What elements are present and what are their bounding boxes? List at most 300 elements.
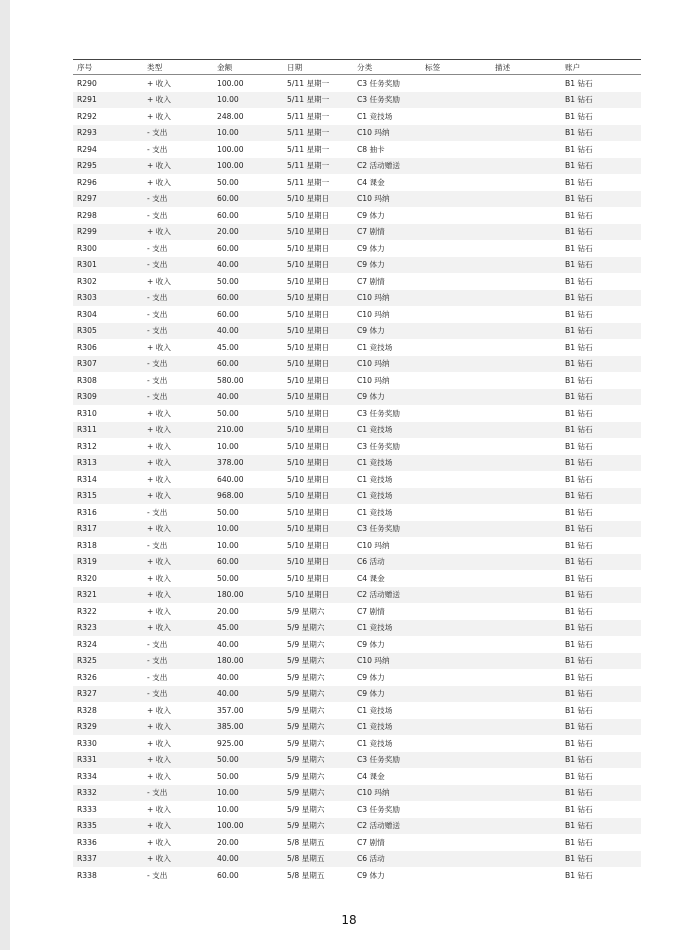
table-row (73, 372, 641, 389)
cell-category: C1 竞技场 (357, 705, 393, 715)
cell-index: R322 (77, 606, 97, 616)
cell-account: B1 钻石 (565, 458, 593, 468)
cell-account: B1 钻石 (565, 375, 593, 385)
cell-date: 5/9 星期六 (287, 639, 325, 649)
table-row (73, 174, 641, 191)
table-row (73, 405, 641, 422)
cell-date: 5/10 星期日 (287, 425, 330, 435)
cell-type: + 收入 (147, 491, 171, 501)
cell-category: C1 竞技场 (357, 738, 393, 748)
transactions-table (73, 59, 641, 884)
cell-amount: 50.00 (217, 771, 239, 781)
cell-date: 5/10 星期日 (287, 408, 330, 418)
cell-index: R333 (77, 804, 97, 814)
cell-type: + 收入 (147, 474, 171, 484)
cell-account: B1 钻石 (565, 705, 593, 715)
cell-amount: 60.00 (217, 309, 239, 319)
cell-category: C1 竞技场 (357, 491, 393, 501)
cell-category: C10 玛纳 (357, 359, 390, 369)
cell-type: - 支出 (147, 326, 168, 336)
cell-index: R307 (77, 359, 97, 369)
table-row (73, 92, 641, 109)
header-amount: 金额 (217, 62, 233, 72)
cell-account: B1 钻石 (565, 771, 593, 781)
cell-date: 5/11 星期一 (287, 95, 330, 105)
cell-amount: 925.00 (217, 738, 244, 748)
cell-amount: 640.00 (217, 474, 244, 484)
cell-account: B1 钻石 (565, 161, 593, 171)
cell-category: C10 玛纳 (357, 788, 390, 798)
cell-index: R309 (77, 392, 97, 402)
cell-type: - 支出 (147, 375, 168, 385)
cell-date: 5/10 星期日 (287, 227, 330, 237)
table-row (73, 570, 641, 587)
cell-amount: 357.00 (217, 705, 244, 715)
cell-date: 5/10 星期日 (287, 474, 330, 484)
cell-account: B1 钻石 (565, 606, 593, 616)
cell-category: C7 剧情 (357, 276, 385, 286)
cell-index: R337 (77, 854, 97, 864)
cell-amount: 10.00 (217, 788, 239, 798)
table-row (73, 818, 641, 835)
cell-account: B1 钻石 (565, 210, 593, 220)
cell-amount: 10.00 (217, 804, 239, 814)
table-row (73, 603, 641, 620)
cell-index: R336 (77, 837, 97, 847)
cell-date: 5/8 星期五 (287, 870, 325, 880)
cell-type: + 收入 (147, 524, 171, 534)
table-row (73, 851, 641, 868)
cell-index: R292 (77, 111, 97, 121)
cell-type: - 支出 (147, 309, 168, 319)
cell-category: C4 课金 (357, 177, 385, 187)
cell-category: C9 体力 (357, 243, 385, 253)
cell-type: - 支出 (147, 194, 168, 204)
cell-account: B1 钻石 (565, 95, 593, 105)
cell-date: 5/10 星期日 (287, 260, 330, 270)
cell-category: C9 体力 (357, 672, 385, 682)
cell-date: 5/10 星期日 (287, 458, 330, 468)
cell-index: R314 (77, 474, 97, 484)
cell-index: R310 (77, 408, 97, 418)
table-row (73, 290, 641, 307)
cell-index: R317 (77, 524, 97, 534)
cell-index: R315 (77, 491, 97, 501)
cell-category: C10 玛纳 (357, 656, 390, 666)
cell-type: + 收入 (147, 837, 171, 847)
cell-index: R303 (77, 293, 97, 303)
header-category: 分类 (357, 62, 373, 72)
cell-type: - 支出 (147, 870, 168, 880)
table-row (73, 422, 641, 439)
cell-category: C3 任务奖励 (357, 408, 400, 418)
table-row (73, 455, 641, 472)
cell-account: B1 钻石 (565, 854, 593, 864)
cell-date: 5/11 星期一 (287, 161, 330, 171)
cell-date: 5/9 星期六 (287, 821, 325, 831)
table-row (73, 224, 641, 241)
cell-amount: 60.00 (217, 359, 239, 369)
cell-index: R295 (77, 161, 97, 171)
cell-type: + 收入 (147, 606, 171, 616)
cell-amount: 45.00 (217, 342, 239, 352)
header-type: 类型 (147, 62, 163, 72)
cell-amount: 50.00 (217, 408, 239, 418)
cell-amount: 580.00 (217, 375, 244, 385)
cell-amount: 100.00 (217, 144, 244, 154)
table-row (73, 108, 641, 125)
cell-date: 5/9 星期六 (287, 771, 325, 781)
cell-index: R305 (77, 326, 97, 336)
cell-category: C7 剧情 (357, 837, 385, 847)
cell-date: 5/10 星期日 (287, 441, 330, 451)
cell-type: + 收入 (147, 177, 171, 187)
cell-account: B1 钻石 (565, 590, 593, 600)
cell-type: + 收入 (147, 755, 171, 765)
header-tags: 标签 (425, 62, 441, 72)
table-row (73, 719, 641, 736)
cell-amount: 210.00 (217, 425, 244, 435)
cell-index: R335 (77, 821, 97, 831)
cell-account: B1 钻石 (565, 392, 593, 402)
cell-index: R290 (77, 78, 97, 88)
table-row (73, 620, 641, 637)
table-row (73, 752, 641, 769)
cell-index: R308 (77, 375, 97, 385)
cell-index: R312 (77, 441, 97, 451)
cell-type: - 支出 (147, 359, 168, 369)
cell-account: B1 钻石 (565, 870, 593, 880)
cell-index: R298 (77, 210, 97, 220)
page-number: 18 (341, 913, 357, 927)
cell-account: B1 钻石 (565, 689, 593, 699)
cell-account: B1 钻石 (565, 524, 593, 534)
cell-date: 5/9 星期六 (287, 689, 325, 699)
cell-account: B1 钻石 (565, 507, 593, 517)
cell-account: B1 钻石 (565, 78, 593, 88)
table-row (73, 240, 641, 257)
cell-index: R313 (77, 458, 97, 468)
table-row (73, 158, 641, 175)
cell-date: 5/10 星期日 (287, 573, 330, 583)
cell-index: R311 (77, 425, 97, 435)
table-row (73, 339, 641, 356)
table-row (73, 686, 641, 703)
cell-index: R326 (77, 672, 97, 682)
cell-date: 5/10 星期日 (287, 491, 330, 501)
cell-account: B1 钻石 (565, 359, 593, 369)
cell-category: C9 体力 (357, 392, 385, 402)
cell-account: B1 钻石 (565, 788, 593, 798)
cell-account: B1 钻石 (565, 441, 593, 451)
cell-amount: 40.00 (217, 639, 239, 649)
cell-amount: 968.00 (217, 491, 244, 501)
cell-type: + 收入 (147, 854, 171, 864)
table-row (73, 636, 641, 653)
cell-type: + 收入 (147, 111, 171, 121)
cell-amount: 40.00 (217, 260, 239, 270)
header-account: 账户 (565, 62, 581, 72)
cell-date: 5/10 星期日 (287, 359, 330, 369)
cell-date: 5/10 星期日 (287, 194, 330, 204)
cell-index: R330 (77, 738, 97, 748)
cell-category: C3 任务奖励 (357, 804, 400, 814)
cell-amount: 60.00 (217, 557, 239, 567)
table-row (73, 702, 641, 719)
cell-date: 5/10 星期日 (287, 392, 330, 402)
cell-category: C9 体力 (357, 260, 385, 270)
table-row (73, 75, 641, 92)
table-row (73, 356, 641, 373)
cell-account: B1 钻石 (565, 111, 593, 121)
cell-type: + 收入 (147, 78, 171, 88)
cell-type: + 收入 (147, 227, 171, 237)
cell-type: - 支出 (147, 689, 168, 699)
cell-type: + 收入 (147, 161, 171, 171)
cell-amount: 378.00 (217, 458, 244, 468)
cell-amount: 40.00 (217, 689, 239, 699)
cell-amount: 50.00 (217, 755, 239, 765)
cell-category: C3 任务奖励 (357, 755, 400, 765)
header-date: 日期 (287, 62, 303, 72)
cell-account: B1 钻石 (565, 128, 593, 138)
cell-type: + 收入 (147, 425, 171, 435)
cell-type: + 收入 (147, 821, 171, 831)
cell-amount: 10.00 (217, 95, 239, 105)
cell-type: + 收入 (147, 557, 171, 567)
cell-type: + 收入 (147, 408, 171, 418)
cell-amount: 20.00 (217, 606, 239, 616)
cell-date: 5/10 星期日 (287, 326, 330, 336)
table-row (73, 141, 641, 158)
cell-index: R321 (77, 590, 97, 600)
cell-type: + 收入 (147, 276, 171, 286)
table-row (73, 735, 641, 752)
cell-account: B1 钻石 (565, 309, 593, 319)
cell-amount: 10.00 (217, 128, 239, 138)
cell-account: B1 钻石 (565, 656, 593, 666)
cell-date: 5/10 星期日 (287, 540, 330, 550)
cell-date: 5/11 星期一 (287, 177, 330, 187)
cell-category: C1 竞技场 (357, 342, 393, 352)
cell-type: - 支出 (147, 639, 168, 649)
cell-account: B1 钻石 (565, 837, 593, 847)
cell-category: C1 竞技场 (357, 722, 393, 732)
cell-account: B1 钻石 (565, 144, 593, 154)
cell-amount: 100.00 (217, 161, 244, 171)
table-row (73, 488, 641, 505)
table-header (73, 60, 641, 75)
table-row (73, 801, 641, 818)
cell-amount: 10.00 (217, 540, 239, 550)
cell-index: R329 (77, 722, 97, 732)
table-row (73, 768, 641, 785)
cell-date: 5/9 星期六 (287, 755, 325, 765)
cell-amount: 60.00 (217, 293, 239, 303)
table-row (73, 257, 641, 274)
cell-account: B1 钻石 (565, 342, 593, 352)
cell-index: R300 (77, 243, 97, 253)
cell-type: - 支出 (147, 128, 168, 138)
table-row (73, 537, 641, 554)
table-row (73, 554, 641, 571)
cell-amount: 10.00 (217, 441, 239, 451)
cell-date: 5/10 星期日 (287, 342, 330, 352)
cell-account: B1 钻石 (565, 573, 593, 583)
cell-date: 5/10 星期日 (287, 276, 330, 286)
cell-index: R293 (77, 128, 97, 138)
cell-amount: 50.00 (217, 177, 239, 187)
cell-index: R297 (77, 194, 97, 204)
cell-index: R304 (77, 309, 97, 319)
cell-index: R332 (77, 788, 97, 798)
cell-date: 5/9 星期六 (287, 672, 325, 682)
cell-account: B1 钻石 (565, 557, 593, 567)
table-row (73, 785, 641, 802)
table-row (73, 587, 641, 604)
cell-account: B1 钻石 (565, 639, 593, 649)
cell-category: C6 活动 (357, 854, 385, 864)
cell-account: B1 钻石 (565, 194, 593, 204)
cell-category: C6 活动 (357, 557, 385, 567)
cell-category: C1 竞技场 (357, 623, 393, 633)
table-row (73, 125, 641, 142)
cell-account: B1 钻石 (565, 293, 593, 303)
cell-index: R323 (77, 623, 97, 633)
cell-category: C2 活动赠送 (357, 161, 400, 171)
table-row (73, 323, 641, 340)
cell-type: - 支出 (147, 540, 168, 550)
cell-amount: 40.00 (217, 392, 239, 402)
cell-category: C9 体力 (357, 870, 385, 880)
document-page (10, 0, 688, 950)
cell-category: C7 剧情 (357, 606, 385, 616)
cell-index: R291 (77, 95, 97, 105)
cell-index: R331 (77, 755, 97, 765)
cell-index: R294 (77, 144, 97, 154)
table-body (73, 75, 641, 884)
cell-category: C8 抽卡 (357, 144, 385, 154)
cell-index: R299 (77, 227, 97, 237)
cell-amount: 60.00 (217, 870, 239, 880)
cell-amount: 180.00 (217, 590, 244, 600)
cell-date: 5/11 星期一 (287, 144, 330, 154)
cell-amount: 20.00 (217, 837, 239, 847)
cell-amount: 10.00 (217, 524, 239, 534)
cell-index: R301 (77, 260, 97, 270)
cell-index: R316 (77, 507, 97, 517)
cell-type: + 收入 (147, 590, 171, 600)
cell-category: C10 玛纳 (357, 309, 390, 319)
cell-account: B1 钻石 (565, 474, 593, 484)
cell-type: - 支出 (147, 656, 168, 666)
cell-index: R320 (77, 573, 97, 583)
cell-type: + 收入 (147, 342, 171, 352)
header-index: 序号 (77, 62, 93, 72)
cell-date: 5/10 星期日 (287, 309, 330, 319)
cell-category: C3 任务奖励 (357, 78, 400, 88)
cell-index: R318 (77, 540, 97, 550)
cell-amount: 60.00 (217, 210, 239, 220)
cell-index: R324 (77, 639, 97, 649)
cell-date: 5/10 星期日 (287, 243, 330, 253)
table-row (73, 389, 641, 406)
cell-category: C3 任务奖励 (357, 441, 400, 451)
cell-account: B1 钻石 (565, 672, 593, 682)
cell-category: C9 体力 (357, 326, 385, 336)
cell-index: R327 (77, 689, 97, 699)
cell-account: B1 钻石 (565, 821, 593, 831)
table-row (73, 438, 641, 455)
cell-category: C3 任务奖励 (357, 95, 400, 105)
cell-type: - 支出 (147, 672, 168, 682)
cell-date: 5/11 星期一 (287, 128, 330, 138)
cell-category: C10 玛纳 (357, 128, 390, 138)
cell-account: B1 钻石 (565, 227, 593, 237)
cell-type: + 收入 (147, 95, 171, 105)
cell-amount: 385.00 (217, 722, 244, 732)
cell-category: C9 体力 (357, 689, 385, 699)
cell-amount: 100.00 (217, 78, 244, 88)
cell-index: R296 (77, 177, 97, 187)
cell-date: 5/10 星期日 (287, 557, 330, 567)
cell-amount: 50.00 (217, 573, 239, 583)
cell-account: B1 钻石 (565, 243, 593, 253)
cell-date: 5/11 星期一 (287, 78, 330, 88)
header-description: 描述 (495, 62, 511, 72)
cell-account: B1 钻石 (565, 540, 593, 550)
cell-date: 5/10 星期日 (287, 293, 330, 303)
table-row (73, 653, 641, 670)
cell-index: R319 (77, 557, 97, 567)
cell-category: C4 课金 (357, 573, 385, 583)
cell-amount: 45.00 (217, 623, 239, 633)
cell-category: C10 玛纳 (357, 194, 390, 204)
cell-date: 5/9 星期六 (287, 623, 325, 633)
cell-category: C1 竞技场 (357, 111, 393, 121)
table-row (73, 669, 641, 686)
cell-date: 5/9 星期六 (287, 656, 325, 666)
cell-category: C9 体力 (357, 210, 385, 220)
table-row (73, 306, 641, 323)
cell-type: + 收入 (147, 573, 171, 583)
cell-type: + 收入 (147, 738, 171, 748)
cell-date: 5/11 星期一 (287, 111, 330, 121)
cell-category: C1 竞技场 (357, 458, 393, 468)
cell-amount: 40.00 (217, 854, 239, 864)
cell-account: B1 钻石 (565, 276, 593, 286)
cell-amount: 50.00 (217, 276, 239, 286)
table-row (73, 191, 641, 208)
cell-account: B1 钻石 (565, 326, 593, 336)
cell-date: 5/9 星期六 (287, 722, 325, 732)
cell-type: - 支出 (147, 144, 168, 154)
cell-date: 5/10 星期日 (287, 524, 330, 534)
cell-index: R325 (77, 656, 97, 666)
table-row (73, 834, 641, 851)
table-row (73, 867, 641, 884)
cell-date: 5/10 星期日 (287, 210, 330, 220)
table-row (73, 504, 641, 521)
cell-date: 5/8 星期五 (287, 837, 325, 847)
cell-account: B1 钻石 (565, 722, 593, 732)
cell-date: 5/10 星期日 (287, 507, 330, 517)
cell-category: C10 玛纳 (357, 540, 390, 550)
cell-type: + 收入 (147, 441, 171, 451)
cell-account: B1 钻石 (565, 260, 593, 270)
cell-index: R334 (77, 771, 97, 781)
cell-date: 5/9 星期六 (287, 804, 325, 814)
